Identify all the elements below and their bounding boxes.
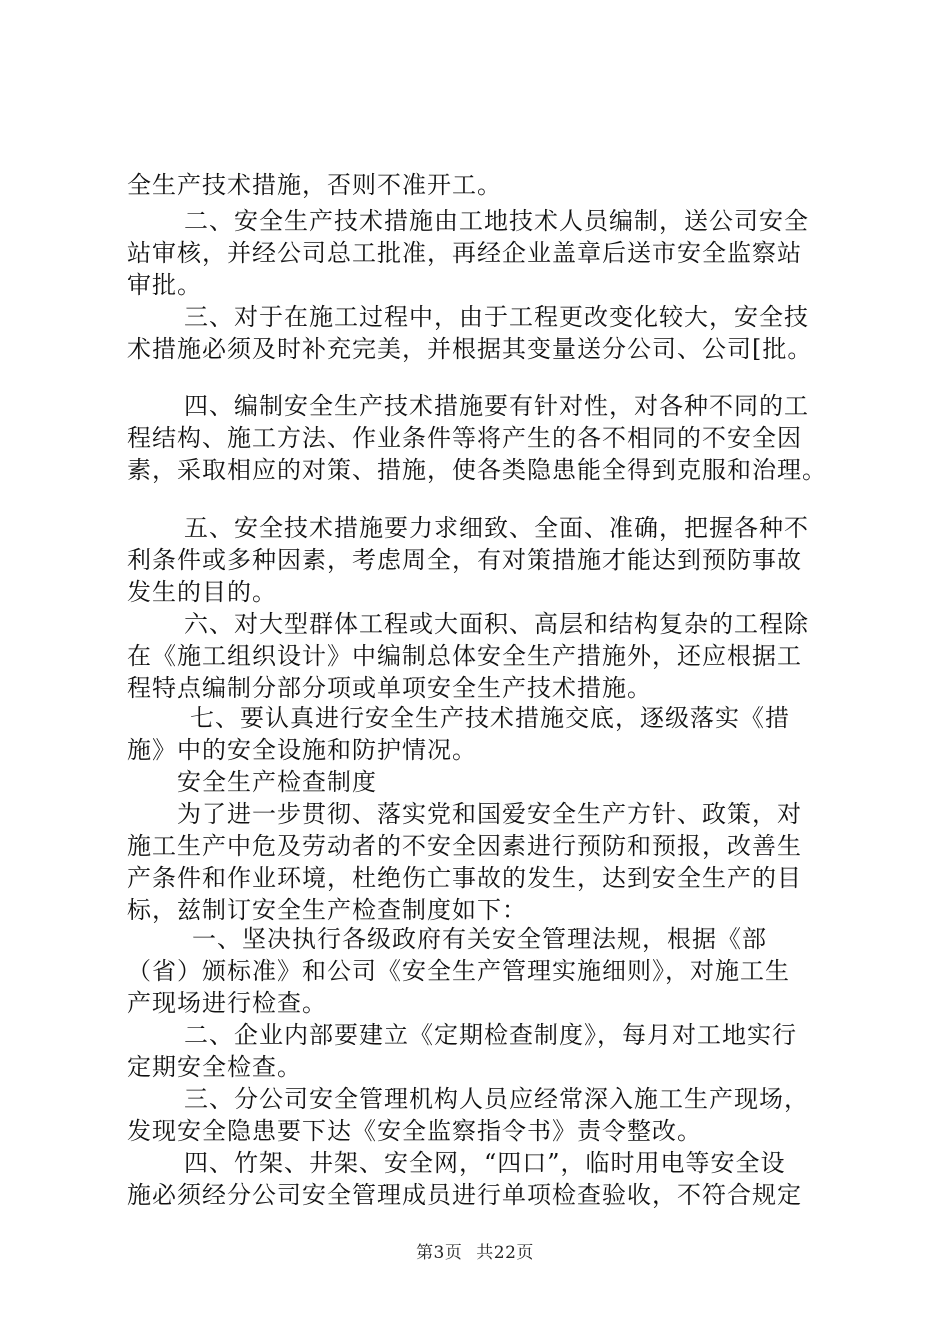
- text-line: 全生产技术措施，否则不准开工。: [127, 171, 502, 199]
- text-line: 施必须经分公司安全管理成员进行单项检查验收，不符合规定: [127, 1181, 802, 1209]
- text-line: 施工生产中危及劳动者的不安全因素进行预防和预报，改善生: [127, 832, 802, 860]
- text-line: 四、竹架、井架、安全网，“四口”，临时用电等安全设: [184, 1149, 786, 1177]
- page-footer: [0, 1241, 950, 1265]
- text-line: 三、分公司安全管理机构人员应经常深入施工生产现场，: [184, 1085, 809, 1113]
- page-number: 第3页: [416, 1243, 463, 1263]
- text-line: 发生的目的。: [127, 578, 277, 606]
- text-line: 六、对大型群体工程或大面积、高层和结构复杂的工程除: [184, 610, 809, 638]
- text-line: 术措施必须及时补充完美，并根据其变量送分公司、公司[批。: [127, 335, 813, 363]
- text-line: 利条件或多种因素，考虑周全，有对策措施才能达到预防事故: [127, 546, 802, 574]
- text-line: 产现场进行检查。: [127, 989, 327, 1017]
- text-line: 在《施工组织设计》中编制总体安全生产措施外，还应根据工: [127, 642, 802, 670]
- text-line: 二、企业内部要建立《定期检查制度》，每月对工地实行: [184, 1021, 797, 1049]
- text-line: 程特点编制分部分项或单项安全生产技术措施。: [127, 674, 652, 702]
- text-line: 一、坚决执行各级政府有关安全管理法规，根据《部: [192, 925, 767, 953]
- text-line: 五、安全技术措施要力求细致、全面、准确，把握各种不: [184, 514, 809, 542]
- text-line: 审批。: [127, 271, 202, 299]
- text-line: 站审核，并经公司总工批准，再经企业盖章后送市安全监察站: [127, 239, 802, 267]
- text-line: 施》中的安全设施和防护情况。: [127, 736, 477, 764]
- text-line: 发现安全隐患要下达《安全监察指令书》责令整改。: [127, 1117, 702, 1145]
- page-total: 共22页: [476, 1243, 534, 1263]
- text-line: 为了进一步贯彻、落实党和国爱安全生产方针、政策，对: [177, 800, 802, 828]
- text-line: 四、编制安全生产技术措施要有针对性，对各种不同的工: [184, 392, 809, 420]
- text-line: 素，采取相应的对策、措施，使各类隐患能全得到克服和治理。: [127, 456, 827, 484]
- text-line: 七、要认真进行安全生产技术措施交底，逐级落实《措: [190, 704, 790, 732]
- text-line: 三、对于在施工过程中，由于工程更改变化较大，安全技: [184, 303, 809, 331]
- text-line: 程结构、施工方法、作业条件等将产生的各不相同的不安全因: [127, 424, 802, 452]
- section-heading: 安全生产检查制度: [177, 768, 377, 796]
- text-line: 定期安全检查。: [127, 1053, 302, 1081]
- text-line: 二、安全生产技术措施由工地技术人员编制，送公司安全: [184, 207, 809, 235]
- text-line: 标，兹制订安全生产检查制度如下：: [127, 896, 527, 924]
- text-line: （省）颁标准》和公司《安全生产管理实施细则》，对施工生: [127, 957, 790, 985]
- text-line: 产条件和作业环境，杜绝伤亡事故的发生，达到安全生产的目: [127, 864, 802, 892]
